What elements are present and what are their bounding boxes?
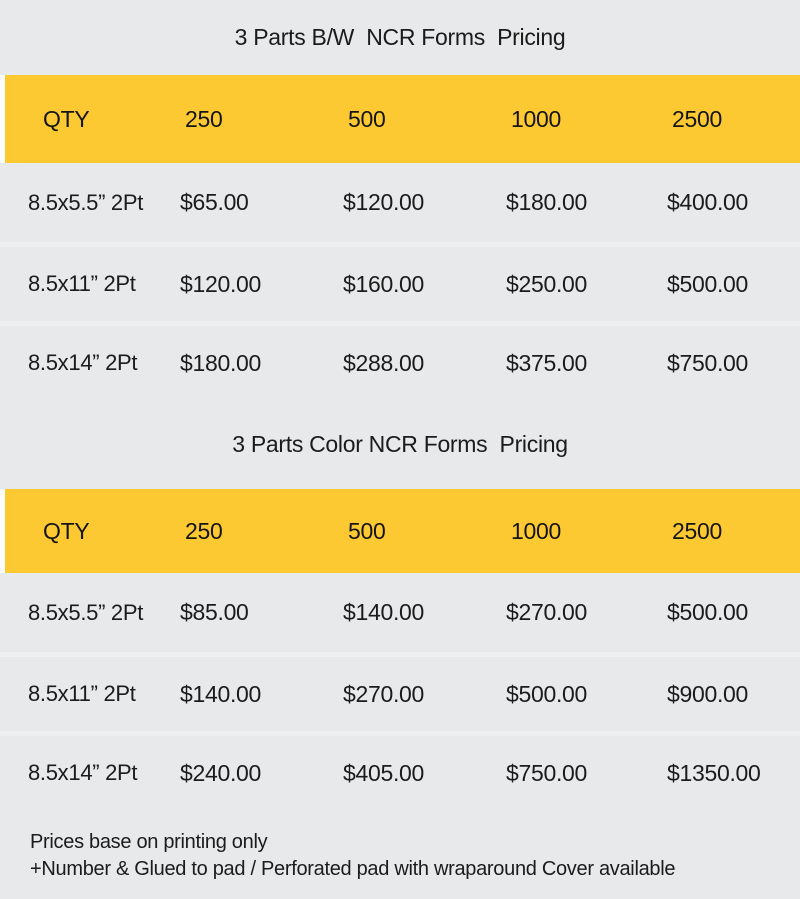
color-qty-header-500: 500 [348,517,386,544]
price-cell: $1350.00 [667,759,761,786]
bw-rows-zone [0,163,800,400]
color-qty-header-2500: 2500 [672,517,722,544]
bw-qty-header-250: 250 [185,105,223,132]
price-cell: $270.00 [506,599,588,625]
price-cell: $120.00 [180,270,262,297]
price-cell: $288.00 [343,349,425,376]
bw-price-row-8.5x11 [0,242,800,321]
bw-qty-header-2500: 2500 [672,105,722,132]
size-label: 8.5x11” 2Pt [28,271,136,296]
bw-price-row-8.5x5.5 [0,163,800,242]
color-price-row-8.5x5.5 [0,573,800,652]
price-cell: $750.00 [667,349,749,376]
bw-table-title: 3 Parts B/W NCR Forms Pricing [234,24,566,50]
color-price-row-8.5x11 [0,652,800,731]
price-cell: $240.00 [180,759,262,786]
bw-table-title-zone [0,0,800,75]
price-cell: $120.00 [343,189,425,215]
bw-qty-header-1000: 1000 [511,105,561,132]
footer-note-line1: Prices base on printing only [30,831,268,853]
footer-notes [0,810,800,899]
price-cell: $140.00 [180,680,262,707]
color-table-title-zone [0,400,800,489]
size-label: 8.5x5.5” 2Pt [28,189,144,215]
size-label: 8.5x11” 2Pt [28,681,136,706]
price-cell: $405.00 [343,759,425,786]
price-cell: $375.00 [506,349,588,376]
price-cell: $500.00 [667,599,749,625]
color-price-row-8.5x14 [0,731,800,810]
size-label: 8.5x5.5” 2Pt [28,599,144,625]
color-qty-label: QTY [43,517,90,544]
price-cell: $400.00 [667,189,749,215]
price-cell: $180.00 [180,349,262,376]
bw-qty-label: QTY [43,105,90,132]
bw-price-row-8.5x14 [0,321,800,400]
price-cell: $85.00 [180,599,249,625]
color-table-title: 3 Parts Color NCR Forms Pricing [232,431,568,457]
price-cell: $250.00 [506,270,588,297]
price-cell: $270.00 [343,680,425,707]
color-rows-zone [0,573,800,810]
size-label: 8.5x14” 2Pt [28,760,138,785]
price-cell: $900.00 [667,680,749,707]
price-cell: $160.00 [343,270,425,297]
color-qty-header-row [0,489,800,573]
footer-note-line2: +Number & Glued to pad / Perforated pad with wraparound Cover available [30,858,676,880]
bw-pricing-table [0,0,800,400]
color-pricing-table [0,400,800,810]
size-label: 8.5x14” 2Pt [28,350,138,375]
price-cell: $140.00 [343,599,425,625]
bw-qty-header-500: 500 [348,105,386,132]
bw-qty-header-row [0,75,800,163]
price-cell: $180.00 [506,189,588,215]
price-cell: $750.00 [506,759,588,786]
price-cell: $500.00 [667,270,749,297]
price-cell: $500.00 [506,680,588,707]
color-qty-header-250: 250 [185,517,223,544]
price-cell: $65.00 [180,189,249,215]
color-qty-header-1000: 1000 [511,517,561,544]
